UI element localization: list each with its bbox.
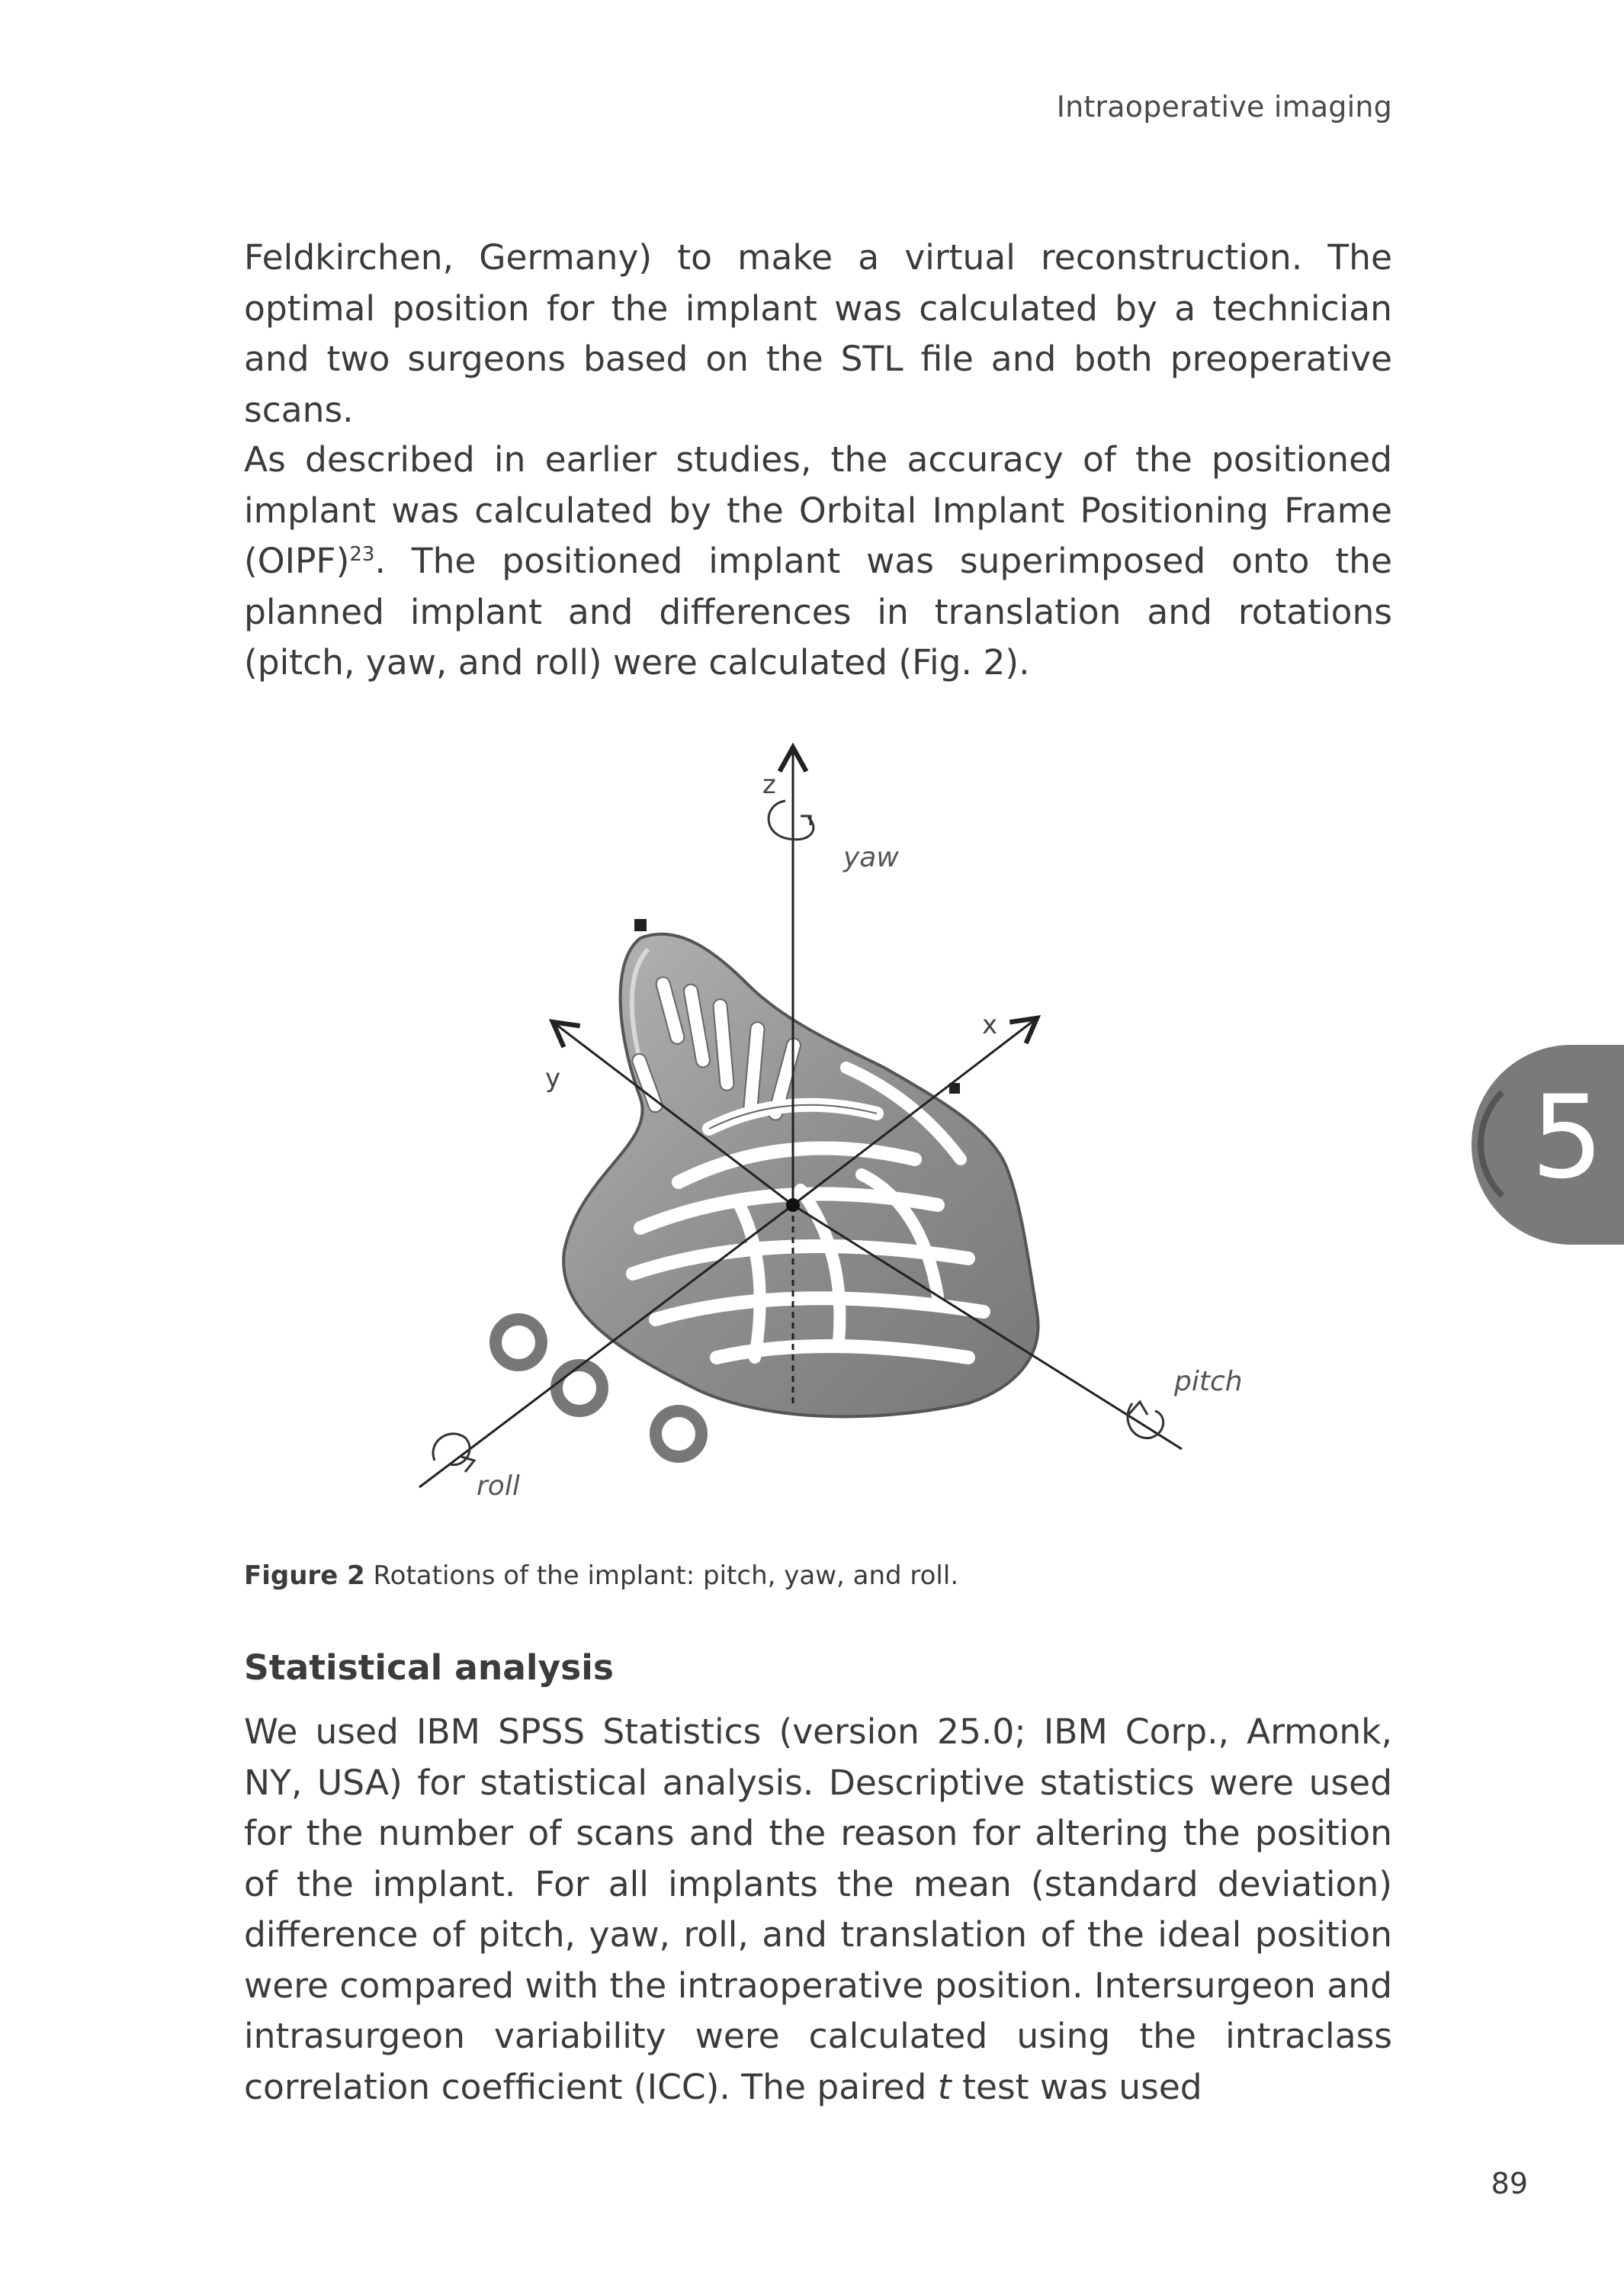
- paragraph-3-text-b: test was used: [951, 2066, 1202, 2107]
- paragraph-2: [244, 435, 1392, 689]
- x-axis-label: x: [982, 1010, 998, 1040]
- implant-axes-diagram: [389, 732, 1273, 1525]
- y-axis-label: y: [545, 1063, 561, 1094]
- z-axis-label: z: [762, 770, 776, 800]
- roll-label: roll: [477, 1470, 520, 1502]
- roll-rotation-icon: [433, 1434, 474, 1472]
- paragraph-3-text-a: We used IBM SPSS Statistics (version 25.0; IBM Corp., Armonk, NY, USA) for statistical analysis. Descriptive statistics were used for the number of scans and the reason for altering the position of the implant. For all implants the mean (standard deviation) difference of pitch, yaw, roll, and translation of the ideal position were compared with the intraoperative position. Intersurgeon and intrasurgeon variability were calculated using the intraclass correlation coefﬁcient (ICC). The paired: [244, 1711, 1392, 2107]
- page-number: 89: [1491, 2167, 1528, 2200]
- origin-point: [786, 1198, 800, 1212]
- figure-caption: [244, 1560, 958, 1591]
- chapter-tab: [1472, 1045, 1624, 1245]
- figure-2: [389, 732, 1273, 1525]
- pitch-label: pitch: [1174, 1366, 1243, 1397]
- caption-label: Figure 2: [244, 1560, 365, 1591]
- pitch-rotation-icon: [1128, 1402, 1163, 1438]
- marker-top: [634, 919, 647, 931]
- caption-text: Rotations of the implant: pitch, yaw, and roll.: [364, 1560, 959, 1591]
- paragraph-2-text-a: As described in earlier studies, the accuracy of the positioned implant was calculated by the Orbital Implant Positioning Frame (OIPF): [244, 439, 1392, 581]
- section-heading: Statistical analysis: [244, 1647, 614, 1688]
- paragraph-1: Feldkirchen, Germany) to make a virtual reconstruction. The optimal position for the implant was calculated by a technician and two surgeons based on the STL file and both preoperative scans.: [244, 237, 1392, 430]
- reference-superscript: 23: [349, 542, 375, 566]
- chapter-number: 5: [1531, 1072, 1604, 1204]
- t-italic: t: [937, 2066, 952, 2107]
- paragraph-2-text-b: . The positioned implant was superimposed onto the planned implant and differences in translation and rotations (pitch, yaw, and roll) were calculated (Fig. 2).: [244, 541, 1392, 683]
- yaw-rotation-icon: [769, 801, 814, 840]
- running-head: Intraoperative imaging: [1056, 90, 1392, 124]
- yaw-label: yaw: [843, 842, 899, 873]
- paragraph-3: [244, 1707, 1392, 2113]
